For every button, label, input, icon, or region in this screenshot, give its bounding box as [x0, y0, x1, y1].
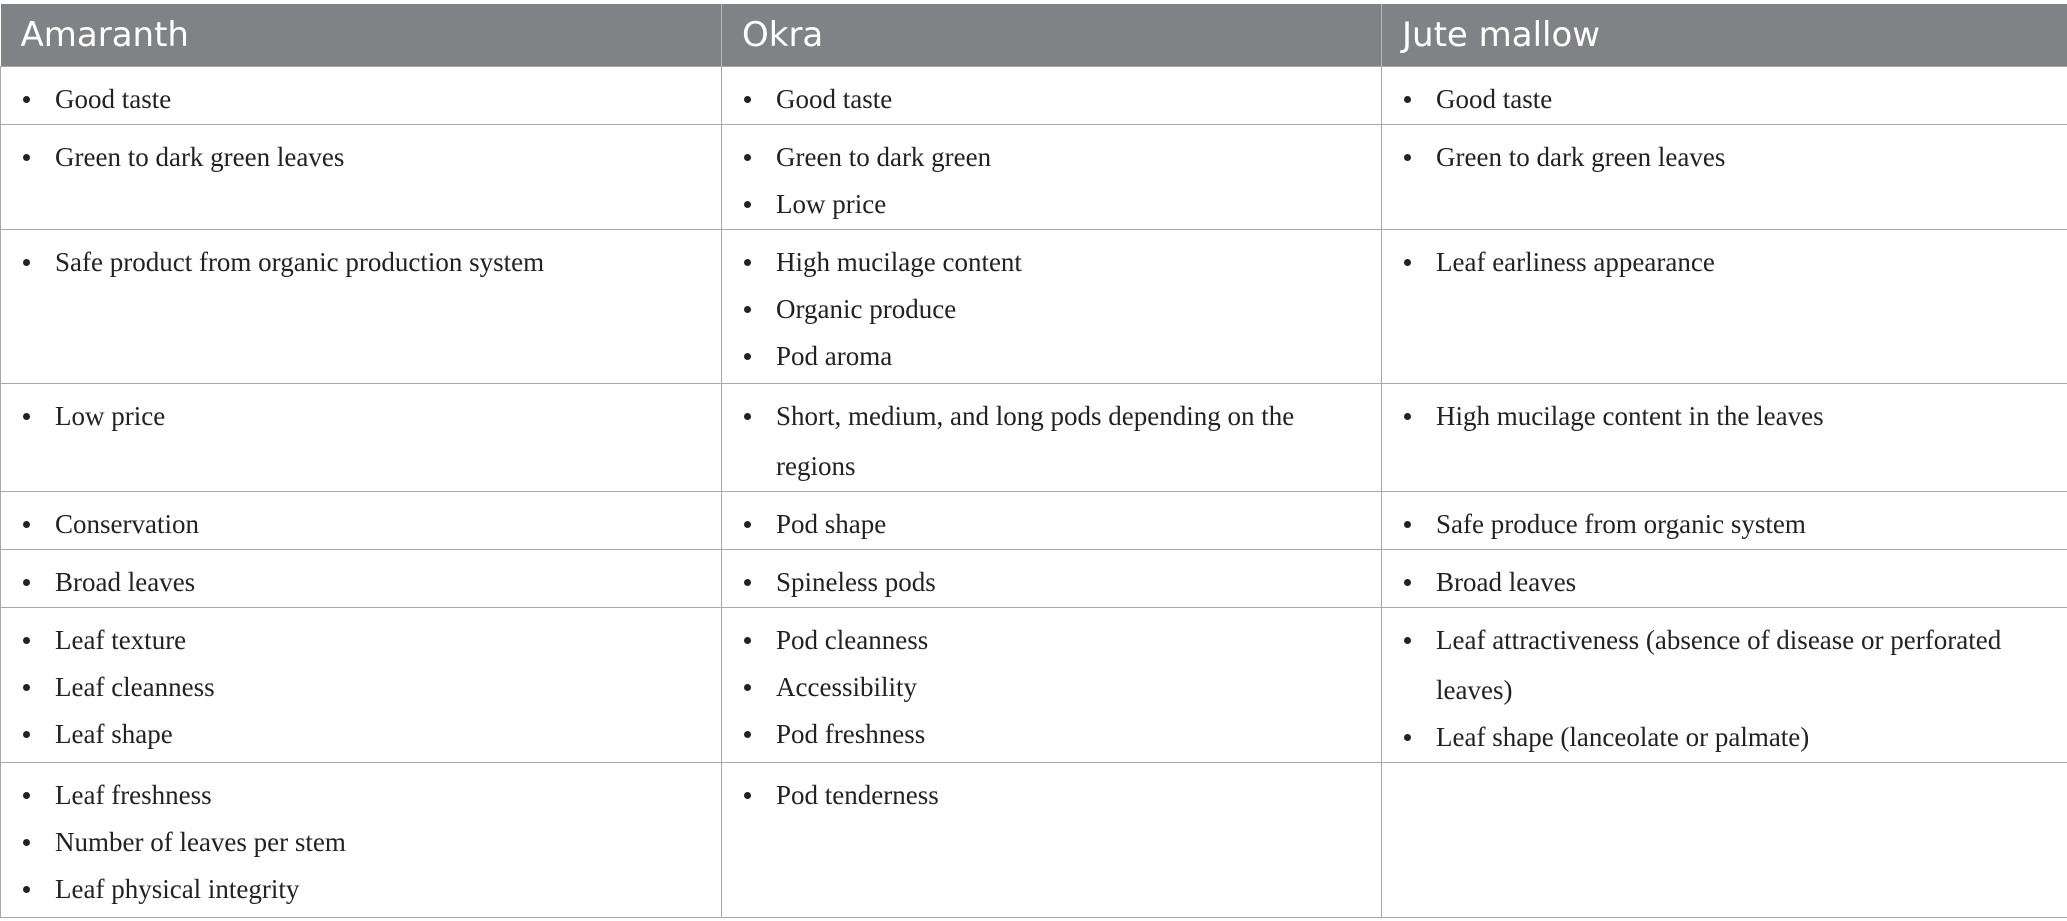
list-item: Leaf attractiveness (absence of disease or perforated leaves) — [1402, 615, 2047, 715]
table-header — [1, 4, 2067, 66]
list-item: Safe product from organic production system — [21, 237, 701, 287]
table-row — [1, 607, 2067, 762]
trait-list — [1402, 615, 2047, 762]
cell-okra — [722, 491, 1382, 549]
trait-list — [21, 237, 701, 287]
trait-list — [21, 391, 701, 441]
traits-table — [0, 4, 2067, 918]
list-item: Leaf earliness appearance — [1402, 237, 2047, 287]
table-row — [1, 549, 2067, 607]
list-item: Organic produce — [742, 284, 1361, 334]
cell-jute-mallow — [1382, 549, 2067, 607]
list-item: Leaf physical integrity — [21, 864, 701, 914]
list-item: Green to dark green leaves — [21, 132, 701, 182]
list-item: Leaf cleanness — [21, 662, 701, 712]
trait-list — [21, 499, 701, 549]
list-item: High mucilage content in the leaves — [1402, 391, 2047, 441]
trait-list — [21, 770, 701, 914]
list-item: Good taste — [21, 74, 701, 124]
table-row — [1, 66, 2067, 124]
table-row — [1, 124, 2067, 229]
list-item: Pod tenderness — [742, 770, 1361, 820]
cell-amaranth — [1, 66, 722, 124]
cell-okra — [722, 607, 1382, 762]
list-item: Broad leaves — [21, 557, 701, 607]
cell-jute-mallow — [1382, 229, 2067, 383]
list-item: Safe produce from organic system — [1402, 499, 2047, 549]
list-item: Leaf shape (lanceolate or palmate) — [1402, 712, 2047, 762]
column-header-jute-mallow: Jute mallow — [1382, 4, 2067, 66]
trait-list — [1402, 237, 2047, 287]
cell-okra — [722, 66, 1382, 124]
list-item: Low price — [742, 179, 1361, 229]
cell-amaranth — [1, 549, 722, 607]
list-item: Leaf shape — [21, 709, 701, 759]
trait-list — [1402, 391, 2047, 441]
cell-amaranth — [1, 491, 722, 549]
table-row — [1, 762, 2067, 917]
table-row — [1, 383, 2067, 491]
trait-list — [1402, 557, 2047, 607]
cell-jute-mallow — [1382, 124, 2067, 229]
list-item: Leaf freshness — [21, 770, 701, 820]
list-item: Low price — [21, 391, 701, 441]
trait-list — [742, 499, 1361, 549]
list-item: Spineless pods — [742, 557, 1361, 607]
list-item: Green to dark green — [742, 132, 1361, 182]
trait-list — [21, 615, 701, 759]
trait-list — [742, 557, 1361, 607]
list-item: Good taste — [1402, 74, 2047, 124]
header-row — [1, 4, 2067, 66]
cell-jute-mallow — [1382, 762, 2067, 917]
trait-list — [21, 74, 701, 124]
trait-list — [742, 237, 1361, 381]
trait-list — [1402, 74, 2047, 124]
trait-list — [1402, 132, 2047, 182]
trait-list — [1402, 499, 2047, 549]
cell-okra — [722, 124, 1382, 229]
cell-amaranth — [1, 229, 722, 383]
cell-okra — [722, 229, 1382, 383]
trait-list — [21, 132, 701, 182]
cell-amaranth — [1, 607, 722, 762]
cell-amaranth — [1, 124, 722, 229]
cell-okra — [722, 762, 1382, 917]
trait-list — [742, 132, 1361, 229]
list-item: Broad leaves — [1402, 557, 2047, 607]
cell-jute-mallow — [1382, 607, 2067, 762]
list-item: Pod shape — [742, 499, 1361, 549]
column-header-amaranth: Amaranth — [1, 4, 722, 66]
list-item: Pod aroma — [742, 331, 1361, 381]
trait-list — [742, 391, 1361, 491]
table-row — [1, 229, 2067, 383]
cell-amaranth — [1, 383, 722, 491]
trait-list — [742, 74, 1361, 124]
trait-list — [21, 557, 701, 607]
list-item: Good taste — [742, 74, 1361, 124]
list-item: Accessibility — [742, 662, 1361, 712]
cell-jute-mallow — [1382, 383, 2067, 491]
column-header-okra: Okra — [722, 4, 1382, 66]
cell-jute-mallow — [1382, 491, 2067, 549]
list-item: Pod freshness — [742, 709, 1361, 759]
table-row — [1, 491, 2067, 549]
cell-amaranth — [1, 762, 722, 917]
cell-okra — [722, 383, 1382, 491]
list-item: Conservation — [21, 499, 701, 549]
table-body — [1, 66, 2067, 917]
list-item: Pod cleanness — [742, 615, 1361, 665]
cell-okra — [722, 549, 1382, 607]
list-item: Green to dark green leaves — [1402, 132, 2047, 182]
trait-list — [742, 615, 1361, 759]
trait-list — [742, 770, 1361, 820]
list-item: High mucilage content — [742, 237, 1361, 287]
list-item: Number of leaves per stem — [21, 817, 701, 867]
list-item: Leaf texture — [21, 615, 701, 665]
cell-jute-mallow — [1382, 66, 2067, 124]
list-item: Short, medium, and long pods depending on the regions — [742, 391, 1361, 491]
